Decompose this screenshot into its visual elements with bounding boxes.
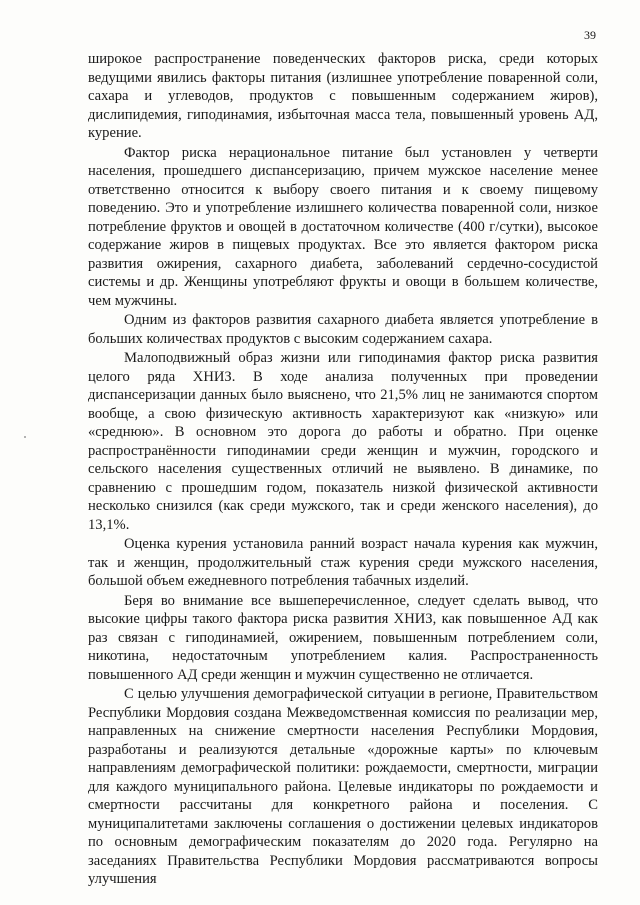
paragraph: Одним из факторов развития сахарного диабета является употребление в больших количествах продуктов с высоким содержанием сахара. [88,312,598,347]
document-body [88,50,598,889]
paragraph: Оценка курения установила ранний возраст начала курения как мужчин, так и женщин, продолжительный стаж курения среди мужского населения, большой объем ежедневного потребления табачных изделий. [88,536,598,589]
paragraph: Беря во внимание все вышеперечисленное, следует сделать вывод, что высокие цифры такого фактора риска развития ХНИЗ, как повышенное АД как раз связан с гиподинамией, ожирением, повышенным потреблением соли, никотина, недостаточным употреблением калия. Распространенность повышенного АД среди женщин и мужчин существенно не отличается. [88,592,598,683]
paragraph: Фактор риска нерациональное питание был установлен у четверти населения, прошедшего диспансеризацию, причем мужское население менее ответственно относится к выбору своего питания и к своему пищевому поведению. Это и употребление излишнего количества поваренной соли, низкое потребление фруктов и овощей в достаточном количестве (400 г/сутки), высокое содержание жиров в пищевых продуктах. Все это является фактором риска развития ожирения, сахарного диабета, заболеваний сердечно-сосудистой системы и др. Женщины употребляют фрукты и овощи в большем количестве, чем мужчины. [88,144,598,309]
page-number: 39 [584,28,596,42]
paragraph: Малоподвижный образ жизни или гиподинамия фактор риска развития целого ряда ХНИЗ. В ходе анализа полученных при проведении диспансеризации данных было выяснено, что 21,5% лиц не занимаются спортом вообще, а свою физическую активность характеризуют как «низкую» или «среднюю». В основном это дорога до работы и обратно. При оценке распространённости гиподинамии среди женщин и мужчин, городского и сельского населения существенных отличий не выявлено. В динамике, по сравнению с прошедшим годом, показатель низкой физической активности несколько снизился (как среди мужского, так и среди женского населения), до 13,1%. [88,350,598,533]
paragraph: С целью улучшения демографической ситуации в регионе, Правительством Республики Мордовия создана Межведомственная комиссия по реализации мер, направленных на снижение смертности населения Республики Мордовия, разработаны и реализуются детальные «дорожные карты» по ключевым направлениям демографической политики: рождаемости, смертности, миграции для каждого муниципального района. Целевые индикаторы по рождаемости и смертности рассчитаны для конкретного района и поселения. С муниципалитетами заключены соглашения о достижении целевых индикаторов по основным демографическим показателям до 2020 года. Регулярно на заседаниях Правительства Республики Мордовия рассматриваются вопросы улучшения [88,686,598,887]
margin-speck [24,436,26,438]
paragraph: широкое распространение поведенческих факторов риска, среди которых ведущими явились факторы питания (излишнее употребление поваренной соли, сахара и углеводов, продуктов с повышенным содержанием жиров), дислипидемия, гиподинамия, избыточная масса тела, повышенный уровень АД, курение. [88,51,598,141]
